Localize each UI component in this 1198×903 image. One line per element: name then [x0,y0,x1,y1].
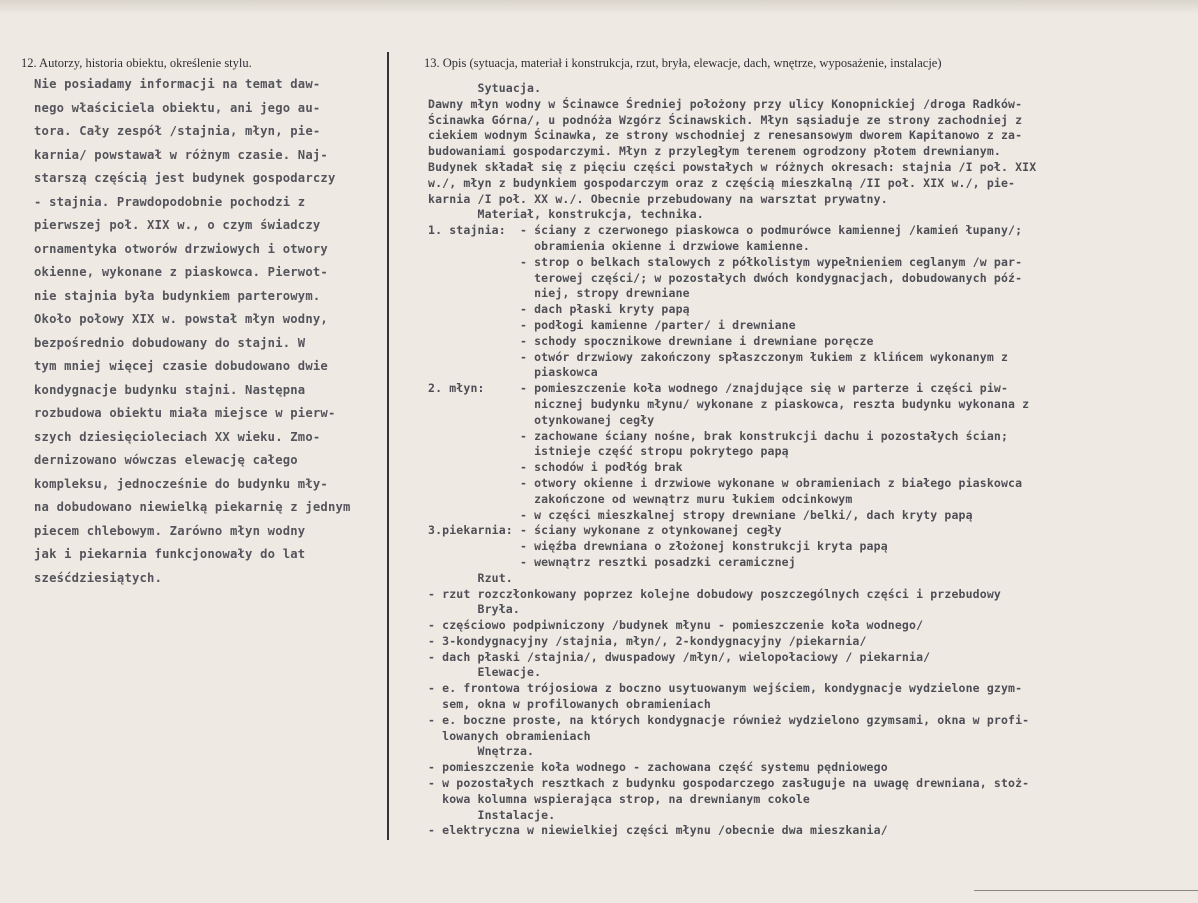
history-line: Nie posiadamy informacji na temat daw- [34,77,321,91]
description-line: - schodów i podłóg brak [428,460,683,475]
description-line: - elektryczna w niewielkiej części młynu /obecnie dwa mieszkania/ [428,823,888,838]
description-line: 3.piekarnia: - ściany wykonane z otynkowanej cegły [428,523,782,538]
description-line: nicznej budynku młynu/ wykonane z piaskowca, reszta budynku wykonana z [428,396,1030,411]
description-line: otynkowanej cegły [428,412,655,427]
description-line: Sytuacja. [428,81,542,95]
description-line: budowaniami gospodarczymi. Młyn z przyległym terenem ogrodzony płotem drewnianym. [428,144,1001,159]
description-line: Rzut. [428,570,513,585]
description-line: Instalacje. [428,807,556,822]
history-line: rozbudowa obiektu miała miejsce w pierw- [34,406,336,420]
history-line: nego właściciela obiektu, ani jego au- [34,100,321,115]
description-line: sem, okna w profilowanych obramieniach [428,697,711,712]
description-line: piaskowca [428,365,598,380]
history-line: starszą częścią jest budynek gospodarczy [34,171,336,185]
history-line: - stajnia. Prawdopodobnie pochodzi z [34,194,306,209]
description-line: - w części mieszkalnej stropy drewniane /belki/, dach kryty papą [428,507,973,522]
history-line: na dobudowano niewielką piekarnię z jednym [34,500,351,514]
description-line: - wewnątrz resztki posadzki ceramicznej [428,554,796,569]
description-line: kowa kolumna wspierająca strop, na drewnianym cokole [428,791,810,806]
history-line: kondygnacje budynku stajni. Następna [34,382,306,397]
description-line: - e. boczne proste, na których kondygnacje również wydzielono gzymsami, okna w profi- [428,712,1030,727]
description-line: Dawny młyn wodny w Ścinawce Średniej położony przy ulicy Konopnickiej /droga Radków- [428,96,1023,111]
description-line: - e. frontowa trójosiowa z boczno usytuowanym wejściem, kondygnacje wydzielone gzym- [428,681,1023,696]
description-line: istnieje część stropu pokrytego papą [428,444,789,459]
history-line: dernizowano wówczas elewację całego [34,453,298,467]
description-line: terowej części/; w pozostałych dwóch kondygnacjach, dobudowanych póź- [428,270,1023,285]
description-line: - podłogi kamienne /parter/ i drewniane [428,317,796,332]
history-line: kompleksu, jednocześnie do budynku mły- [34,476,328,491]
description-line: karnia /I poł. XX w./. Obecnie przebudowany na warsztat prywatny. [428,191,888,206]
description-line: niej, stropy drewniane [428,286,690,301]
history-line: tora. Cały zespół /stajnia, młyn, pie- [34,124,321,138]
description-line: ciekiem wodnym Ścinawka, ze strony wschodniej z renesansowym dworem Kapitanowo z za- [428,128,1023,143]
history-line: sześćdziesiątych. [34,570,163,585]
history-line: jak i piekarnia funkcjonowały do lat [34,547,306,561]
history-line: karnia/ powstawał w różnym czasie. Naj- [34,147,328,162]
description-line: 2. młyn: - pomieszczenie koła wodnego /znajdujące się w parterze i części piw- [428,381,1009,396]
description-line: - schody spocznikowe drewniane i drewniane poręcze [428,333,874,348]
history-line: nie stajnia była budynkiem parterowym. [34,288,321,303]
description-line: Ścinawka Górna/, u podnóża Wzgórz Ścinawskich. Młyn sąsiaduje ze strony zachodniej z [428,112,1023,127]
description-line: - częściowo podpiwniczony /budynek młynu - pomieszczenie koła wodnego/ [428,618,924,633]
description-line: - dach płaski /stajnia/, dwuspadowy /młyn/, wielopołaciowy / piekarnia/ [428,649,931,664]
description-line: Budynek składał się z pięciu części powstałych w różnych okresach: stajnia /I poł. XIX [428,159,1037,174]
history-line: okienne, wykonane z piaskowca. Pierwot- [34,265,328,279]
description-line: - 3-kondygnacyjny /stajnia, młyn/, 2-kondygnacyjny /piekarnia/ [428,633,867,648]
page-top-edge [0,0,1198,14]
description-line: Elewacje. [428,665,542,680]
description-line: - otwór drzwiowy zakończony spłaszczonym łukiem z klińcem wykonanym z [428,349,1009,364]
section-12-header: 12. Autorzy, historia obiektu, określenie stylu. [21,56,252,70]
history-line: piecem chlebowym. Zarówno młyn wodny [34,523,306,538]
description-line: w./, młyn z budynkiem gospodarczym oraz z częścią mieszkalną /II poł. XIX w./, pie- [428,175,1016,190]
section-13-header: 13. Opis (sytuacja, materiał i konstrukcja, rzut, bryła, elewacje, dach, wnętrze, wyposażenie, instalacje) [424,56,942,70]
history-line: bezpośrednio dobudowany do stajni. W [34,335,306,350]
description-line: zakończone od wewnątrz muru łukiem odcinkowym [428,491,853,506]
history-line: tym mniej więcej czasie dobudowano dwie [34,359,328,373]
description-line: - więźba drewniana o złożonej konstrukcji kryta papą [428,539,888,554]
description-line: Bryła. [428,602,520,617]
history-line: ornamentyka otworów drzwiowych i otwory [34,241,328,256]
description-line: Wnętrza. [428,744,535,759]
history-line: szych dziesięcioleciach XX wieku. Zmo- [34,429,321,444]
description-line: - rzut rozczłonkowany poprzez kolejne dobudowy poszczególnych części i przebudowy [428,586,1001,601]
description-line: - pomieszczenie koła wodnego - zachowana część systemu pędniowego [428,760,888,775]
description-text [428,81,1188,839]
history-line: pierwszej poł. XIX w., o czym świadczy [34,218,321,232]
description-line: - dach płaski kryty papą [428,302,690,317]
column-divider [387,52,389,840]
description-line: 1. stajnia: - ściany z czerwonego piaskowca o podmurówce kamiennej /kamień łupany/; [428,223,1023,238]
description-line: lowanych obramieniach [428,728,591,743]
description-line: - otwory okienne i drzwiowe wykonane w obramieniach z białego piaskowca [428,475,1023,490]
bottom-rule [974,890,1198,891]
description-line: Materiał, konstrukcja, technika. [428,207,704,222]
description-line: - strop o belkach stalowych z półkolistym wypełnieniem ceglanym /w par- [428,254,1023,269]
description-line: obramienia okienne i drzwiowe kamienne. [428,238,810,253]
history-text [34,73,386,590]
description-line: - w pozostałych resztkach z budynku gospodarczego zasługuje na uwagę drewniana, stoż- [428,776,1030,791]
description-line: - zachowane ściany nośne, brak konstrukcji dachu i pozostałych ścian; [428,428,1009,443]
history-line: Około połowy XIX w. powstał młyn wodny, [34,312,328,326]
